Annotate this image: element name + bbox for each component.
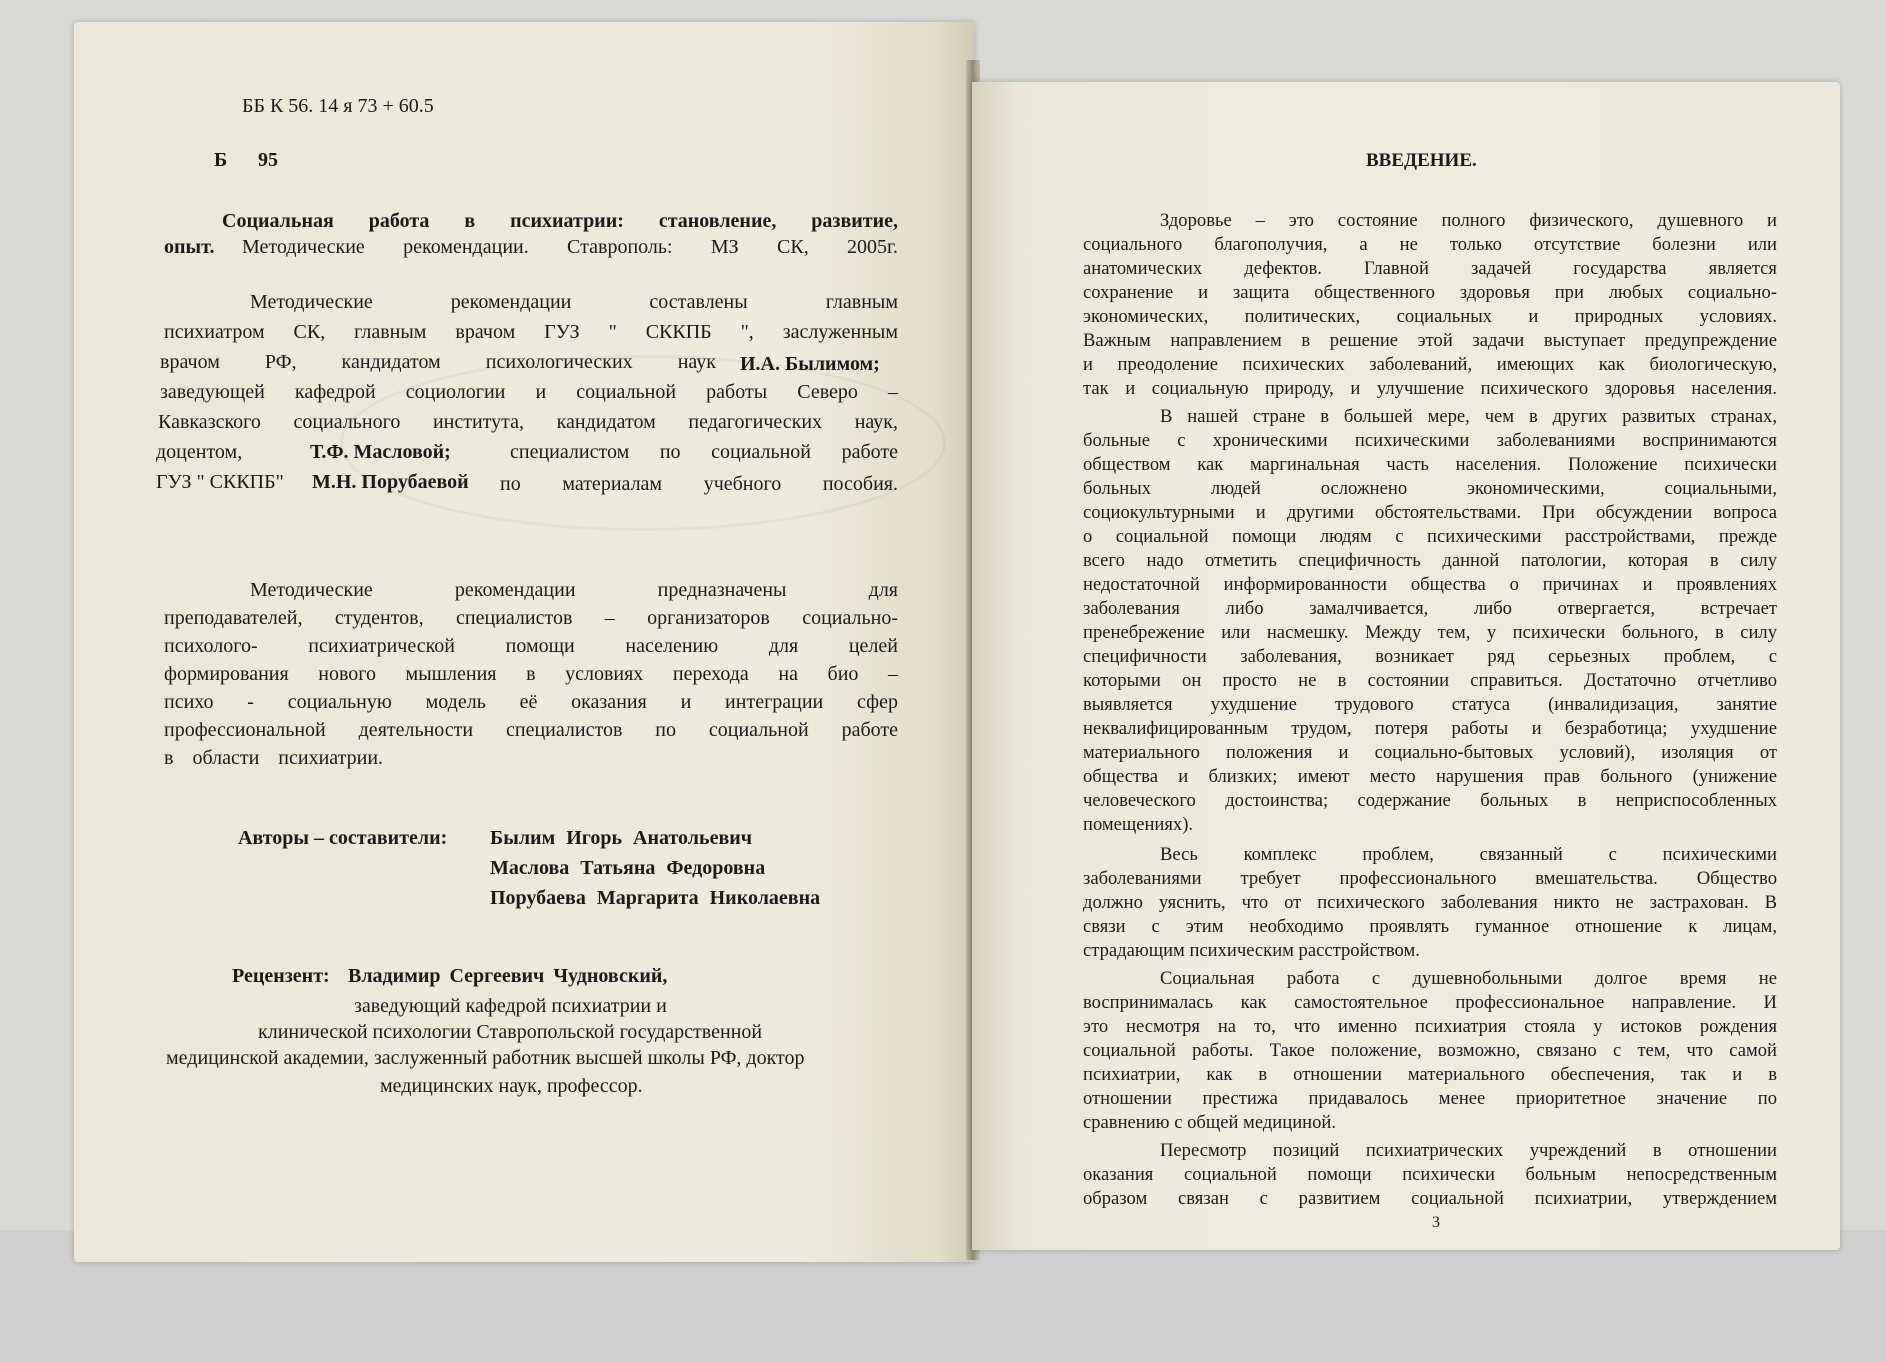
compiled-line: врачом РФ, кандидатом психологических наук — [160, 351, 716, 373]
purpose-line: в области психиатрии. — [164, 747, 384, 769]
compiled-line: психиатром СК, главным врачом ГУЗ " СККПБ ", заслуженным — [164, 321, 898, 343]
authors-label: Авторы – составители: — [238, 827, 448, 849]
purpose-line: психолого- психиатрической помощи населению для целей — [164, 635, 898, 657]
reviewer-line: клинической психологии Ставропольской государственной — [258, 1021, 763, 1043]
body-line: и преодоление психических заболеваний, имеющих как биологическую, — [1083, 354, 1777, 375]
section-heading: ВВЕДЕНИЕ. — [1366, 150, 1477, 171]
compiled-line: Методические рекомендации составлены главным — [250, 291, 898, 313]
compiled-line: заведующей кафедрой социологии и социальной работы Северо – — [160, 381, 898, 403]
body-line: образом связан с развитием социальной психиатрии, утверждением — [1083, 1188, 1777, 1209]
body-line: помещениях). — [1083, 814, 1194, 835]
body-line: Весь комплекс проблем, связанный с психическими — [1160, 844, 1777, 865]
reviewer-line: заведующий кафедрой психиатрии и — [354, 995, 667, 1017]
body-line: социокультурными и другими обстоятельствами. При обсуждении вопроса — [1083, 502, 1777, 523]
body-line: недостаточной информированности общества о причинах и проявлениях — [1083, 574, 1777, 595]
body-line: заболевания либо замалчивается, либо отвергается, встречает — [1083, 598, 1777, 619]
body-line: общества и близких; имеют место нарушения прав больного (унижение — [1083, 766, 1777, 787]
body-line: так и социальную природу, и улучшение психического здоровья населения. — [1083, 378, 1777, 399]
bib-title: Социальная работа в психиатрии: становление, развитие, — [222, 210, 898, 232]
page-number: 3 — [1432, 1214, 1440, 1231]
body-line: Важным направлением в решение этой задачи выступает предупреждение — [1083, 330, 1777, 351]
author-full-name: Былим Игорь Анатольевич — [490, 827, 753, 849]
code-number: 95 — [258, 149, 278, 171]
body-line: о социальной помощи людям с психическими расстройствами, прежде — [1083, 526, 1777, 547]
body-line: экономических, политических, социальных и природных условиях. — [1083, 306, 1777, 327]
body-line: Социальная работа с душевнобольными долгое время не — [1160, 968, 1777, 989]
body-line: это несмотря на то, что именно психиатрия стояла у истоков рождения — [1083, 1016, 1777, 1037]
bib-rest: Методические рекомендации. Ставрополь: МЗ СК, 2005г. — [242, 236, 898, 258]
body-line: отношении престижа придавалось менее приоритетное значение по — [1083, 1088, 1777, 1109]
author-name-bylim: И.А. Былимом; — [740, 353, 880, 375]
code-letter: Б — [214, 149, 228, 171]
body-line: всего надо отметить специфичность данной патологии, которая в силу — [1083, 550, 1777, 571]
body-line: больные с хроническими психическими заболеваниями воспринимаются — [1083, 430, 1777, 451]
body-line: материального положения и социально-бытовых условий), изоляция от — [1083, 742, 1777, 763]
body-line: социального благополучия, а не только отсутствие болезни или — [1083, 234, 1777, 255]
purpose-line: профессиональной деятельности специалистов по социальной работе — [164, 719, 898, 741]
body-line: которыми он просто не в состоянии справиться. Достаточно отчетливо — [1083, 670, 1777, 691]
compiled-line: по материалам учебного пособия. — [500, 473, 898, 495]
reviewer-line: медицинских наук, профессор. — [380, 1075, 643, 1097]
body-line: психиатрии, как в отношении материального обеспечения, так и в — [1083, 1064, 1777, 1085]
classification-code: ББ К 56. 14 я 73 + 60.5 — [242, 95, 434, 117]
body-line: воспринималась как самостоятельное профессиональное направление. И — [1083, 992, 1777, 1013]
author-full-name: Порубаева Маргарита Николаевна — [490, 887, 821, 909]
body-line: неквалифицированным трудом, потеря работы и безработица; ухудшение — [1083, 718, 1777, 739]
author-name-porubaeva: М.Н. Порубаевой — [312, 471, 469, 493]
author-name-maslova: Т.Ф. Масловой; — [310, 441, 451, 463]
compiled-line: специалистом по социальной работе — [510, 441, 898, 463]
reviewer-label: Рецензент: — [232, 965, 330, 987]
body-line: выявляется ухудшение трудового статуса (инвалидизация, занятие — [1083, 694, 1777, 715]
purpose-line: Методические рекомендации предназначены для — [250, 579, 898, 601]
body-line: оказания социальной помощи психически больным непосредственным — [1083, 1164, 1777, 1185]
purpose-line: психо - социальную модель её оказания и интеграции сфер — [164, 691, 898, 713]
body-line: Пересмотр позиций психиатрических учреждений в отношении — [1160, 1140, 1777, 1161]
reviewer-line: медицинской академии, заслуженный работник высшей школы РФ, доктор — [166, 1047, 805, 1069]
body-line: связи с этим необходимо проявлять гуманное отношение к лицам, — [1083, 916, 1777, 937]
body-line: должно уяснить, что от психического заболевания никто не застрахован. В — [1083, 892, 1777, 913]
compiled-line: ГУЗ " СККПБ" — [156, 471, 284, 493]
body-line: человеческого достоинства; содержание больных в неприспособленных — [1083, 790, 1777, 811]
body-line: социальной работы. Такое положение, возможно, связано с тем, что самой — [1083, 1040, 1777, 1061]
body-line: сравнению с общей медициной. — [1083, 1112, 1336, 1133]
body-line: больных людей осложнено экономическими, социальными, — [1083, 478, 1777, 499]
bib-title-end: опыт. — [164, 236, 215, 258]
body-line: заболеваниями требует профессионального вмешательства. Общество — [1083, 868, 1777, 889]
body-line: специфичности заболевания, возникает ряд серьезных проблем, с — [1083, 646, 1777, 667]
body-line: страдающим психическим расстройством. — [1083, 940, 1420, 961]
body-line: В нашей стране в большей мере, чем в других развитых странах, — [1160, 406, 1777, 427]
compiled-line: доцентом, — [156, 441, 243, 463]
body-line: пренебрежение или насмешку. Между тем, у психически больного, в силу — [1083, 622, 1777, 643]
compiled-line: Кавказского социального института, кандидатом педагогических наук, — [158, 411, 898, 433]
purpose-line: преподавателей, студентов, специалистов – организаторов социально- — [164, 607, 898, 629]
purpose-line: формирования нового мышления в условиях перехода на био – — [164, 663, 898, 685]
body-line: обществом как маргинальная часть населения. Положение психически — [1083, 454, 1777, 475]
body-line: Здоровье – это состояние полного физического, душевного и — [1160, 210, 1777, 231]
body-line: анатомических дефектов. Главной задачей государства является — [1083, 258, 1777, 279]
body-line: сохранение и защита общественного здоровья при любых социально- — [1083, 282, 1777, 303]
reviewer-name: Владимир Сергеевич Чудновский, — [348, 965, 668, 987]
author-full-name: Маслова Татьяна Федоровна — [490, 857, 766, 879]
